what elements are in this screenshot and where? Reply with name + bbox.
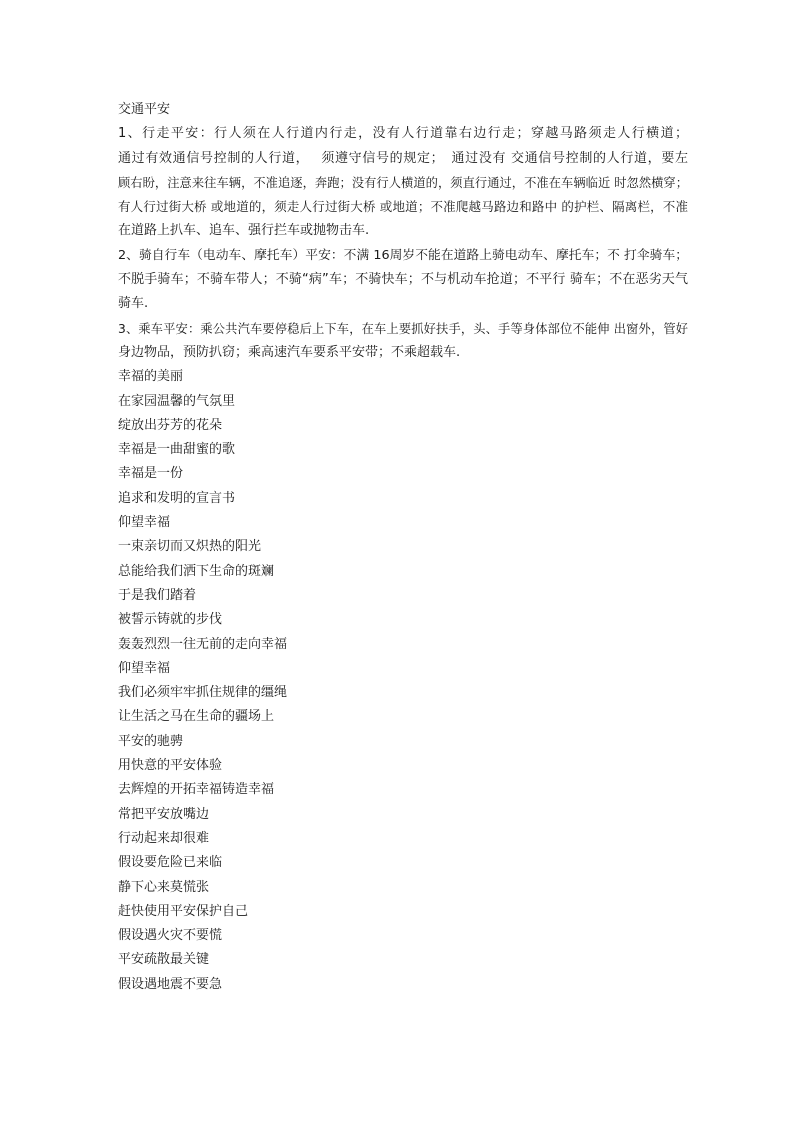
paragraph-line: 身边物品，预防扒窃；乘高速汽车要系平安带；不乘超载车. — [118, 344, 461, 360]
poem-line: 赶快使用平安保护自己 — [118, 903, 249, 919]
poem-line: 静下心来莫慌张 — [118, 879, 210, 895]
document-body — [118, 98, 688, 997]
poem-line: 在家园温馨的气氛里 — [118, 393, 236, 409]
paragraph-cycling-safety — [118, 244, 688, 317]
paragraph-line: 不脱手骑车；不骑车带人；不骑“病”车；不骑快车；不与机动车抢道；不平行 骑车；不在恶劣天气 — [118, 272, 688, 288]
poem-line: 常把平安放嘴边 — [118, 806, 210, 822]
paragraph-line: 通过有效通信号控制的人行道， 须遵守信号的规定； 通过没有 交通信号控制的人行道，要左 — [118, 150, 688, 166]
poem-line: 平安疏散最关键 — [118, 952, 210, 968]
poem-line: 假设遇火灾不要慌 — [118, 928, 223, 944]
paragraph-pedestrian-safety — [118, 122, 688, 243]
paragraph-line: 骑车. — [118, 296, 149, 312]
poem-line: 绽放出芬芳的花朵 — [118, 417, 223, 433]
poem-line: 幸福是一份 — [118, 466, 184, 482]
poem-line: 轰轰烈烈一往无前的走向幸福 — [118, 636, 288, 652]
poem-line: 假设遇地震不要急 — [118, 976, 223, 992]
poem-line: 假设要危险已来临 — [118, 855, 223, 871]
poem-line: 总能给我们洒下生命的斑斓 — [118, 563, 275, 579]
poem-line: 一束亲切而又炽热的阳光 — [118, 539, 262, 555]
poem-line: 去辉煌的开拓幸福铸造幸福 — [118, 782, 275, 798]
poem-line: 行动起来却很难 — [118, 830, 210, 846]
poem-line: 让生活之马在生命的疆场上 — [118, 709, 275, 725]
paragraph-line: 有人行过街大桥 或地道的，须走人行过街大桥 或地道；不准爬越马路边和路中 的护栏、隔离栏，不准 — [118, 199, 688, 215]
paragraph-riding-safety — [118, 317, 688, 366]
poem-line: 平安的驰骋 — [118, 733, 184, 749]
paragraph-line: 2、骑自行车（电动车、摩托车）平安：不满 16周岁不能在道路上骑电动车、摩托车；不 打伞骑车； — [118, 247, 688, 263]
paragraph-line: 顾右盼，注意来往车辆，不准追逐，奔跑；没有行人横道的，须直行通过，不准在车辆临近 时忽然横穿； — [118, 175, 688, 190]
poem-line: 幸福是一曲甜蜜的歌 — [118, 442, 236, 458]
paragraph-line: 1、行走平安：行人须在人行道内行走，没有人行道靠右边行走；穿越马路须走人行横道； — [118, 126, 688, 142]
poem-line: 仰望幸福 — [118, 660, 171, 676]
poem-line: 于是我们踏着 — [118, 587, 197, 603]
poem-line: 用快意的平安体验 — [118, 758, 223, 774]
poem — [118, 365, 688, 997]
paragraph-line: 在道路上扒车、追车、强行拦车或抛物击车. — [118, 223, 370, 239]
poem-line: 幸福的美丽 — [118, 369, 184, 385]
poem-line: 追求和发明的宣言书 — [118, 490, 236, 506]
paragraph-line: 3、乘车平安：乘公共汽车要停稳后上下车，在车上要抓好扶手，头、手等身体部位不能伸 出窗外，管好 — [118, 321, 688, 336]
document-title: 交通平安 — [118, 102, 171, 117]
poem-line: 仰望幸福 — [118, 515, 171, 531]
poem-line: 我们必须牢牢抓住规律的缰绳 — [118, 685, 288, 701]
poem-line: 被誓示铸就的步伐 — [118, 612, 223, 628]
